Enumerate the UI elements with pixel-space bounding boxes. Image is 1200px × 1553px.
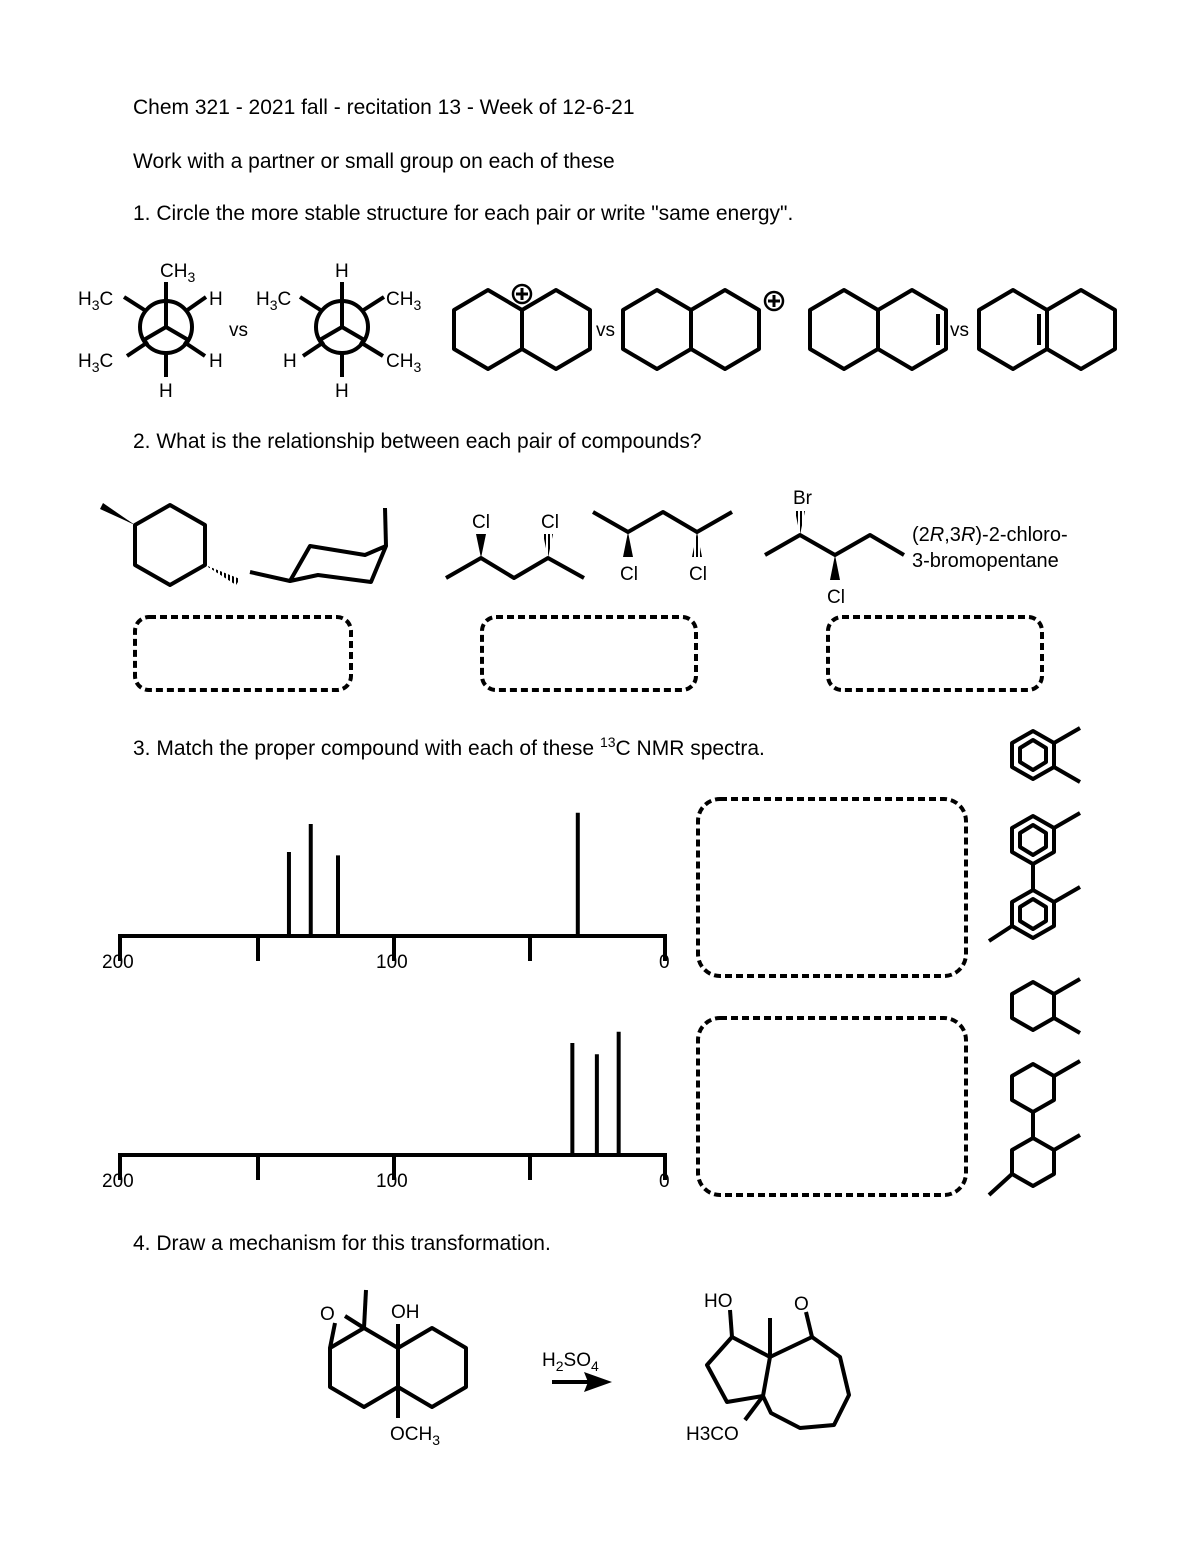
- bromine-label: Br: [793, 488, 812, 509]
- page-title: Chem 321 - 2021 fall - recitation 13 - Week of 12-6-21: [133, 96, 635, 119]
- epoxide-oxygen-label: O: [320, 1304, 335, 1325]
- chlorine-label: Cl: [620, 564, 638, 585]
- newman1-upper-left: $H_3C$: [78, 289, 114, 313]
- chlorine-label: Cl: [472, 512, 490, 533]
- newman2-upper-left: $H_3C$: [256, 289, 292, 313]
- newman2-bottom: H: [335, 381, 349, 402]
- hydroxyl-label: OH: [391, 1302, 420, 1323]
- chlorine-label: Cl: [689, 564, 707, 585]
- dimethylcyclohexane-planar: [135, 505, 205, 585]
- instructions: Work with a partner or small group on each of these: [133, 150, 615, 173]
- octalin-disubstituted-alkene: [810, 290, 946, 369]
- wedge-bond: [830, 555, 840, 580]
- vs-label-1: vs: [229, 320, 248, 341]
- newman-projection-1: [124, 282, 206, 377]
- answer-box-pair-1[interactable]: [135, 617, 351, 690]
- axis-label: 100: [376, 952, 408, 973]
- answer-box-spectrum-2[interactable]: [698, 1018, 966, 1195]
- hash-bond: [692, 532, 702, 557]
- hash-bond: [543, 534, 553, 558]
- nmr-spectrum-2: [118, 1032, 667, 1180]
- chlorine-label: Cl: [827, 587, 845, 608]
- o-xylene: [1012, 728, 1080, 782]
- newman-2-labels: [256, 261, 421, 402]
- octalin-tetrasubstituted-alkene: [979, 290, 1115, 369]
- bromochloropentane: [765, 535, 904, 555]
- answer-box-pair-3[interactable]: [828, 617, 1042, 690]
- product-methoxy-label: H3CO: [686, 1424, 739, 1445]
- isotope-superscript: 13: [599, 734, 616, 750]
- newman1-top: $CH_3$: [160, 261, 196, 285]
- newman2-lower-left: H: [283, 351, 297, 372]
- newman2-top: H: [335, 261, 349, 282]
- newman1-lower-right: H: [209, 351, 223, 372]
- carbocation-charge-icon: [765, 292, 783, 310]
- wedge-bond: [623, 532, 633, 557]
- hash-bond: [205, 565, 240, 585]
- wedge-bond: [476, 534, 486, 558]
- spectrum-1-axis-labels: [102, 952, 670, 973]
- dichloropentane-2: [593, 512, 732, 532]
- answer-box-pair-2[interactable]: [482, 617, 696, 690]
- newman2-lower-right: $CH_3$: [386, 351, 422, 375]
- starting-material-labels: [320, 1302, 440, 1448]
- newman1-upper-right: H: [209, 289, 223, 310]
- vs-label-3: vs: [950, 320, 969, 341]
- dimethylcyclohexane: [1012, 979, 1080, 1033]
- spectrum-2-axis-labels: [102, 1171, 670, 1192]
- newman-1-labels: [78, 261, 223, 402]
- hash-bond: [795, 511, 805, 535]
- axis-label: 0: [659, 952, 670, 973]
- question-1-prompt: 1. Circle the more stable structure for each pair or write "same energy".: [133, 202, 794, 225]
- ketone-oxygen-label: O: [794, 1294, 809, 1315]
- axis-label: 200: [102, 1171, 134, 1192]
- dimethylcyclohexane-chair: [250, 508, 386, 582]
- answer-box-spectrum-1[interactable]: [698, 799, 966, 976]
- chlorine-label: Cl: [541, 512, 559, 533]
- dimethylbiphenyl: [989, 813, 1080, 941]
- newman1-bottom: H: [159, 381, 173, 402]
- product-hydroazulenone: [707, 1310, 849, 1428]
- nmr-spectrum-1: [118, 813, 667, 961]
- newman-projection-2: [300, 282, 384, 377]
- axis-label: 200: [102, 952, 134, 973]
- vs-label-2: vs: [596, 320, 615, 341]
- decalin-cation-secondary: [623, 290, 759, 369]
- compound-name-line-2: 3-bromopentane: [912, 550, 1059, 572]
- wedge-bond: [100, 503, 135, 525]
- methoxy-label: $OCH_3$: [390, 1424, 441, 1448]
- question-2-prompt: 2. What is the relationship between each pair of compounds?: [133, 430, 702, 453]
- newman1-lower-left: $H_3C$: [78, 351, 114, 375]
- question-3-prompt: 3. Match the proper compound with each of these $^{13}$C NMR spectra.: [133, 734, 765, 760]
- axis-label: 100: [376, 1171, 408, 1192]
- compound-name-line-1: (2R,3R)-2-chloro-: [912, 524, 1068, 546]
- newman2-upper-right: $CH_3$: [386, 289, 422, 313]
- reaction-arrow-icon: [552, 1372, 612, 1392]
- axis-label: 0: [659, 1171, 670, 1192]
- dichloropentane-1: [446, 558, 584, 578]
- dimethylbicyclohexyl: [989, 1061, 1080, 1195]
- reagent-label: $H_2SO_4$: [542, 1350, 599, 1374]
- question-4-prompt: 4. Draw a mechanism for this transformation.: [133, 1232, 551, 1255]
- product-hydroxyl-label: HO: [704, 1291, 733, 1312]
- carbocation-charge-icon: [513, 285, 531, 303]
